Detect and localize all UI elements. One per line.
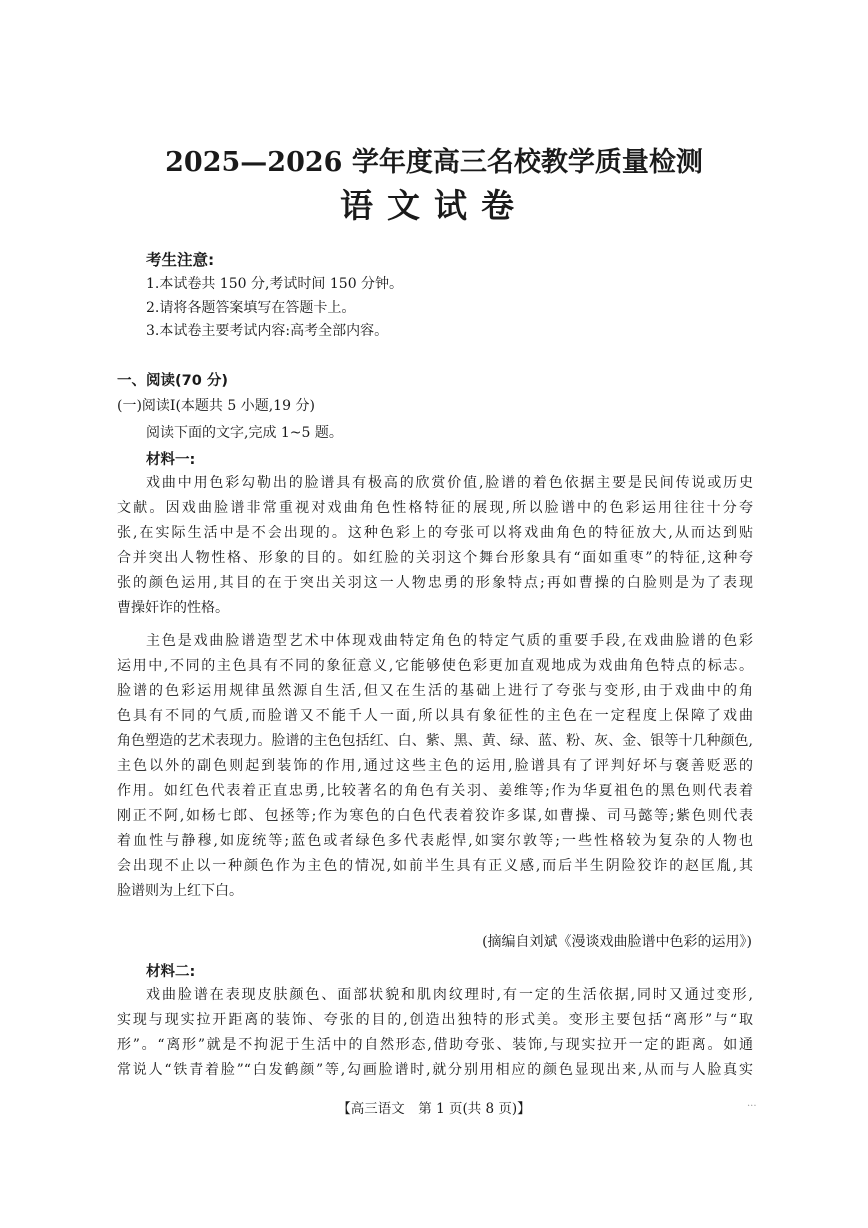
- paragraph-line: 刚正不阿,如杨七郎、包拯等;作为寒色的白色代表着狡诈多谋,如曹操、司马懿等;紫色则代表: [117, 808, 753, 824]
- page-footer: 【高三语文 第 1 页(共 8 页)】: [337, 1101, 531, 1117]
- paragraph-line: 戏曲脸谱在表现皮肤颜色、面部状貌和肌肉纹理时,有一定的生活依据,同时又通过变形,: [146, 987, 753, 1003]
- notice-item: 3.本试卷主要考试内容:高考全部内容。: [146, 323, 389, 339]
- section-subheading: (一)阅读Ⅰ(本题共 5 小题,19 分): [117, 398, 315, 414]
- exam-title: 2025—2026 学年度高三名校教学质量检测: [165, 147, 703, 178]
- source-citation: (摘编自刘斌《漫谈戏曲脸谱中色彩的运用》): [482, 934, 752, 950]
- paragraph-line: 会出现不止以一种颜色作为主色的情况,如前半生具有正义感,而后半生阴险狡诈的赵匡胤,其: [117, 858, 753, 874]
- paragraph-line: 形”。“离形”就是不拘泥于生活中的自然形态,借助夸张、装饰,与现实拉开一定的距离。如通: [117, 1037, 753, 1053]
- paragraph-line: 色具有不同的气质,而脸谱又不能千人一面,所以具有象征性的主色在一定程度上保障了戏曲: [117, 708, 753, 724]
- reading-instruction: 阅读下面的文字,完成 1~5 题。: [146, 425, 343, 441]
- paragraph-line: 张,在实际生活中是不会出现的。这种色彩上的夸张可以将戏曲角色的特征放大,从而达到贴: [117, 525, 753, 541]
- notice-item: 2.请将各题答案填写在答题卡上。: [146, 300, 356, 316]
- paragraph-line: 主色以外的副色则起到装饰的作用,通过这些主色的运用,脸谱具有了评判好坏与褒善贬恶的: [117, 758, 753, 774]
- material-one-label: 材料一:: [146, 452, 196, 468]
- paragraph-line: 角色塑造的艺术表现力。脸谱的主色包括红、白、紫、黑、黄、绿、蓝、粉、灰、金、银等十几种颜色,: [117, 733, 753, 749]
- paragraph-line: 合并突出人物性格、形象的目的。如红脸的关羽这个舞台形象具有“面如重枣”的特征,这种夸: [117, 550, 753, 566]
- paragraph-line: 着血性与静穆,如庞统等;蓝色或者绿色多代表彪悍,如窦尔敦等;一些性格较为复杂的人物也: [117, 833, 753, 849]
- paragraph-line: 作用。如红色代表着正直忠勇,比较著名的角色有关羽、姜维等;作为华夏祖色的黑色则代表着: [117, 783, 753, 799]
- notice-heading: 考生注意:: [146, 251, 215, 269]
- section-heading: 一、阅读(70 分): [117, 373, 228, 389]
- paragraph-line: 主色是戏曲脸谱造型艺术中体现戏曲特定角色的特定气质的重要手段,在戏曲脸谱的色彩: [146, 633, 753, 649]
- paragraph-line: 张的颜色运用,其目的在于突出关羽这一人物忠勇的形象特点;再如曹操的白脸则是为了表现: [117, 575, 753, 591]
- paragraph-line: 常说人“铁青着脸”“白发鹤颜”等,勾画脸谱时,就分别用相应的颜色显现出来,从而与人脸真实: [117, 1062, 753, 1078]
- paragraph-line: 实现与现实拉开距离的装饰、夸张的目的,创造出独特的形式美。变形主要包括“离形”与“取: [117, 1012, 753, 1028]
- paragraph-line: 运用中,不同的主色具有不同的象征意义,它能够使色彩更加直观地成为戏曲角色特点的标志。: [117, 658, 753, 674]
- paragraph-line: 曹操奸诈的性格。: [117, 600, 229, 616]
- paragraph-line: 文献。因戏曲脸谱非常重视对戏曲角色性格特征的展现,所以脸谱中的色彩运用往往十分夸: [117, 500, 753, 516]
- material-two-label: 材料二:: [146, 964, 196, 980]
- subject-title: 语文试卷: [340, 186, 528, 225]
- paragraph-line: 戏曲中用色彩勾勒出的脸谱具有极高的欣赏价值,脸谱的着色依据主要是民间传说或历史: [146, 475, 753, 491]
- notice-item: 1.本试卷共 150 分,考试时间 150 分钟。: [146, 276, 404, 292]
- paragraph-line: 脸谱的色彩运用规律虽然源自生活,但又在生活的基础上进行了夸张与变形,由于戏曲中的角: [117, 683, 753, 699]
- paragraph-line: 脸谱则为上红下白。: [117, 883, 243, 899]
- footer-mark: ...: [747, 1098, 757, 1109]
